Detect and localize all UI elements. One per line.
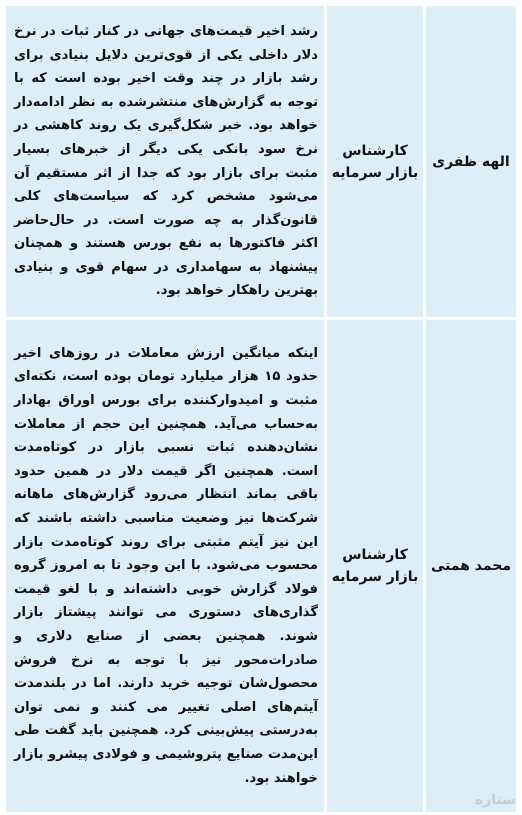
expert-role: کارشناس بازار سرمایه <box>327 320 423 812</box>
watermark-logo: ستاره <box>474 792 516 808</box>
expert-comment: رشد اخیر قیمت‌های جهانی در کنار ثبات در نرخ دلار داخلی یکی از قوی‌ترین دلایل بنیادی برای رشد بازار در چند وقت اخیر بوده است که با توجه به گزارش‌های منتشرشده به نظر ادامه‌دار خواهد بود. خبر شکل‌گیری یک روند کاهشی در نرخ سود بانکی یکی دیگر از خبرهای بسیار مثبت برای بازار بود که جدا از اثر مستقیم آن می‌شود مشخص کرد که سیاست‌های کلی قانون‌گذار به چه صورت است. در حال‌حاضر اکثر فاکتورها به نفع بورس هستند و همچنان پیشنهاد به سهامداری در سهام قوی و بنیادی بهترین راهکار خواهد بود. <box>6 6 324 317</box>
expert-name: الهه ظفری <box>426 6 516 317</box>
experts-table <box>3 3 519 815</box>
table-row <box>6 320 516 812</box>
expert-comment: اینکه میانگین ارزش معاملات در روزهای اخیر حدود ۱۵ هزار میلیارد تومان بوده است، نکته‌ای مثبت و امیدوار‌کننده برای بورس اوراق بهادار به‌حساب می‌آید. همچنین این حجم از معاملات نشان‌دهنده ثبات نسبی بازار در کوتاه‌مدت است. همچنین اگر قیمت دلار در همین حدود باقی بماند انتظار می‌رود گزارش‌های ماهانه شرکت‌ها نیز وضعیت مناسبی داشته باشند که این نیز آیتم مثبتی برای روند کوتاه‌مدت بازار محسوب می‌شود. با این وجود تا به امروز گروه فولاد گزارش خوبی داشته‌اند و با لغو قیمت گذاری‌های دستوری می توانند پیشتاز بازار شوند. همچنین بعضی از صنایع دلاری و صادرات‌محور نیز با توجه به نرخ فروش محصول‌شان توجیه خرید دارند. اما در بلندمدت آیتم‌های اصلی تغییر می کنند و نمی توان به‌درستی پیش‌بینی کرد. همچنین باید گفت طی این‌مدت صنایع پتروشیمی و فولادی پیشرو بازار خواهند بود. <box>6 320 324 812</box>
expert-role: کارشناس بازار سرمایه <box>327 6 423 317</box>
expert-name: محمد همتی <box>426 320 516 812</box>
table-row <box>6 6 516 317</box>
